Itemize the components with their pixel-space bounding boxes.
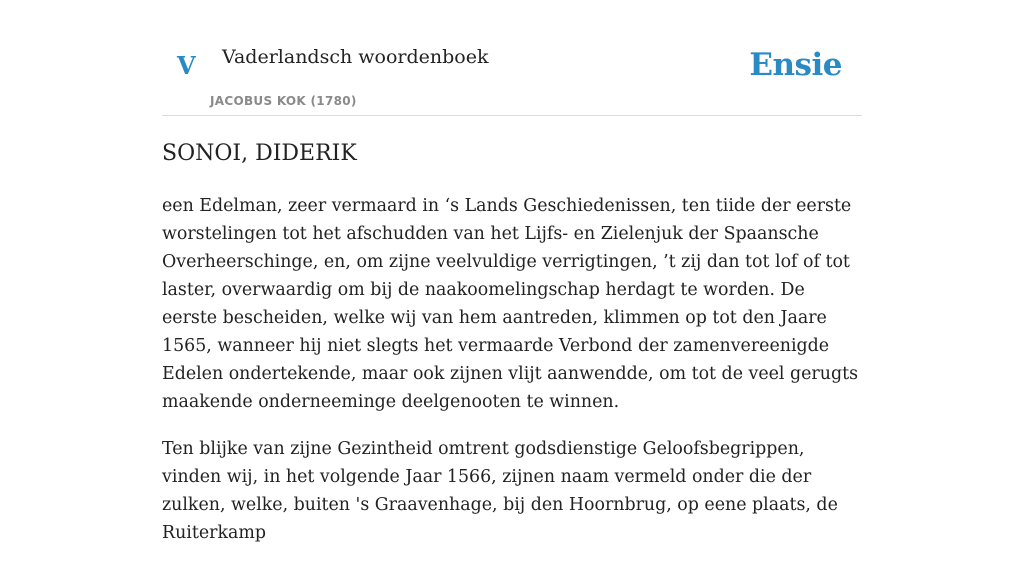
entry-paragraph: een Edelman, zeer vermaard in ‘s Lands Geschiedenissen, ten tiide der eerste worstelingen tot het afschudden van het Lijfs- en Zielenjuk der Spaansche Overheerschinge, en, om zijne veelvuldige verrigtingen, ’t zij dan tot lof of tot laster, overwaardig om bij de naakoomelingschap herdagt te worden. De eerste bescheiden, welke wij van hem aantreden, klimmen op tot den Jaare 1565, wanneer hij niet slegts het vermaarde Verbond der zamenvereenigde Edelen ondertekende, maar ook zijnen vlijt aanwendde, om tot de veel gerugts maakende onderneeminge deelgenooten te winnen.	[162, 196, 858, 412]
entry-title: SONOI, DIDERIK	[162, 141, 357, 166]
entry-body	[162, 192, 862, 566]
header	[162, 0, 862, 116]
brand-logo[interactable]: Ensie	[749, 47, 842, 83]
volume-letter[interactable]: V	[177, 51, 196, 80]
book-title[interactable]: Vaderlandsch woordenboek	[222, 46, 489, 68]
book-author: JACOBUS KOK (1780)	[210, 94, 357, 108]
entry-paragraph: Ten blijke van zijne Gezintheid omtrent godsdienstige Geloofsbegrippen, vinden wij, in het volgende Jaar 1566, zijnen naam vermeld onder die der zulken, welke, buiten 's Graavenhage, bij den Hoornbrug, op eene plaats, de Ruiterkamp	[162, 439, 838, 543]
page	[162, 0, 862, 543]
